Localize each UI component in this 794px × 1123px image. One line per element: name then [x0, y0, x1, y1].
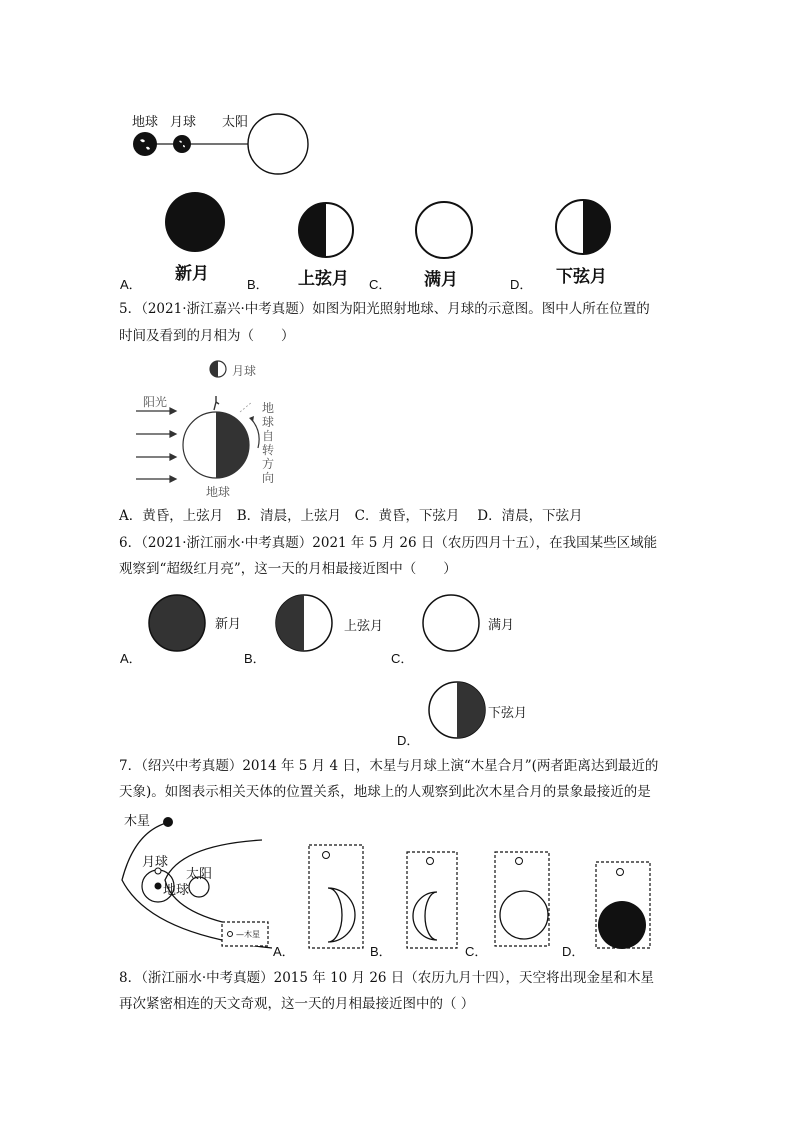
q6-option-a-label: 新月 — [215, 617, 242, 632]
q7-sun-label: 太阳 — [186, 867, 213, 882]
q7-stem-line1: 7．（绍兴中考真题）2014 年 5 月 4 日，木星与月球上演“木星合月”(两者距离达到最近的 — [119, 758, 659, 774]
q7-option-c-moon-icon — [500, 891, 548, 939]
q7-option-b-box — [407, 852, 457, 948]
q7-jupiter-icon — [163, 817, 173, 827]
q7-stem-line2: 天象)。如图表示相关天体的位置关系，地球上的人观察到此次木星合月的景象最接近的是 — [119, 784, 651, 800]
q6-option-d-letter: D． — [397, 733, 420, 748]
q6-option-b-label: 上弦月 — [344, 619, 384, 634]
q4-option-d-label: 下弦月 — [556, 267, 607, 287]
q6-option-a-letter: A． — [120, 651, 142, 666]
q6-option-c-label: 满月 — [488, 618, 515, 633]
q4-moon-label: 月球 — [170, 115, 197, 130]
q4-option-c-label: 满月 — [424, 270, 458, 290]
q7-earth-label: 地球 — [163, 883, 190, 898]
q7-option-b-letter: B． — [370, 944, 392, 959]
q6-option-b-letter: B． — [244, 651, 266, 666]
q5-sunlight-label: 阳光 — [143, 395, 168, 409]
q7-option-d-letter: D． — [562, 944, 585, 959]
q6-stem-line2: 观察到“超级红月亮”，这一天的月相最接近图中（ ） — [119, 561, 457, 577]
q5-answer-options: A．黄昏，上弦月 B．清晨，上弦月 C．黄昏，下弦月 D．清晨，下弦月 — [119, 508, 583, 524]
q4-option-a-letter: A． — [120, 277, 142, 292]
q5-moon-label: 月球 — [232, 364, 257, 378]
q4-sun-label: 太阳 — [222, 115, 249, 130]
q8-stem-line1: 8．（浙江丽水·中考真题）2015 年 10 月 26 日（农历九月十四），天空将出现金星和木星 — [119, 970, 655, 986]
q4-option-a-label: 新月 — [175, 264, 209, 284]
q6-option-d-label: 下弦月 — [488, 706, 528, 721]
q5-rotation-label: 地球自转方向 — [262, 401, 275, 485]
q7-option-a-letter: A． — [273, 944, 295, 959]
q6-stem-line1: 6．（2021·浙江丽水·中考真题）2021 年 5 月 26 日（农历四月十五），在我国某些区域能 — [119, 535, 658, 551]
q6-option-c-letter: C． — [391, 651, 414, 666]
q7-option-d-moon-icon — [598, 901, 646, 949]
q7-jupiter-label: 木星 — [124, 814, 151, 829]
q7-option-a-box — [309, 845, 363, 948]
q8-stem-line2: 再次紧密相连的天文奇观，这一天的月相最接近图中的（ ） — [119, 996, 475, 1012]
q4-earth-label: 地球 — [132, 115, 159, 130]
q5-stem-line2: 时间及看到的月相为（ ） — [119, 328, 295, 344]
q7-option-c-letter: C． — [465, 944, 488, 959]
q4-option-b-label: 上弦月 — [298, 269, 349, 289]
q4-option-b-letter: B． — [247, 277, 269, 292]
q5-earth-label: 地球 — [206, 485, 231, 499]
q7-moon-label: 月球 — [142, 855, 169, 870]
q7-legend-label: —木星 — [236, 930, 260, 939]
q4-option-c-letter: C． — [369, 277, 392, 292]
q5-stem-line1: 5．（2021·浙江嘉兴·中考真题）如图为阳光照射地球、月球的示意图。图中人所在位置的 — [119, 301, 650, 317]
q7-earth-icon — [155, 883, 162, 890]
q4-option-d-letter: D． — [510, 277, 533, 292]
